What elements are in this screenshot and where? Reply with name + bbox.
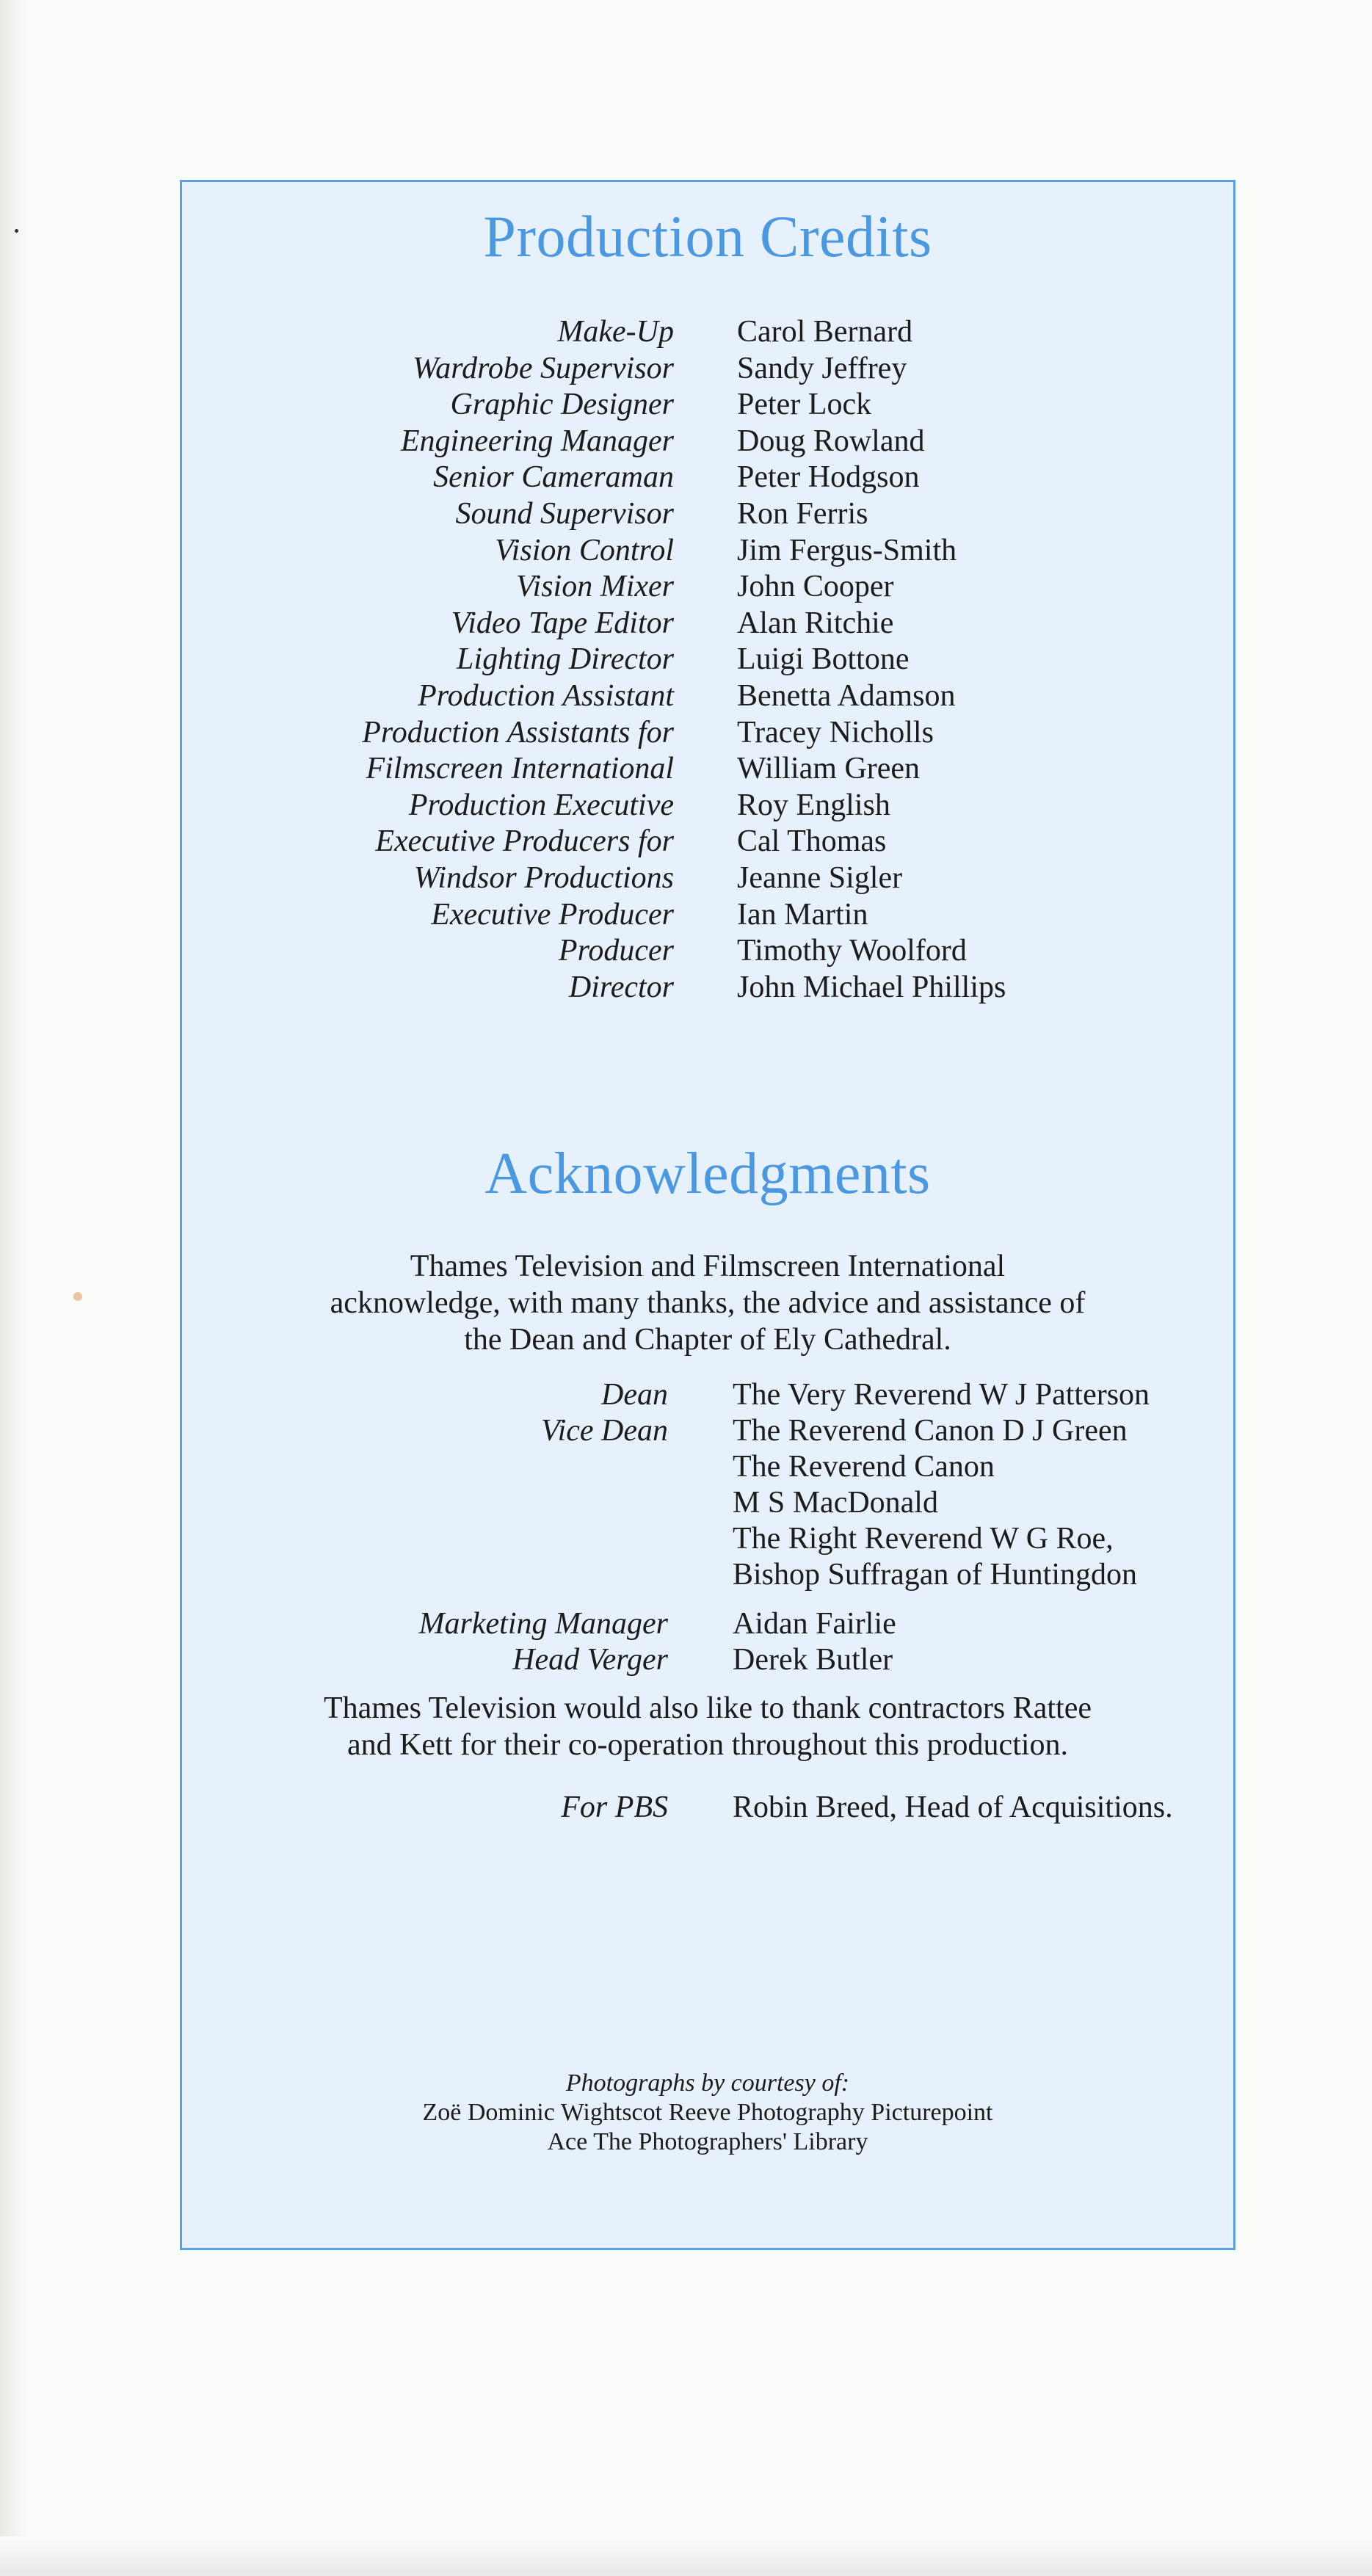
credit-name: Peter Lock xyxy=(737,388,872,422)
staff-row xyxy=(182,1642,1233,1678)
credit-name: Jim Fergus-Smith xyxy=(737,533,957,567)
credit-name: Luigi Bottone xyxy=(737,642,910,677)
credit-row xyxy=(182,970,1233,1006)
credit-name: William Green xyxy=(737,752,921,786)
credit-name: Ian Martin xyxy=(737,897,868,932)
clergy-name: The Right Reverend W G Roe, xyxy=(733,1522,1114,1556)
production-credits-title: Production Credits xyxy=(483,205,932,269)
credit-role: Lighting Director xyxy=(457,642,674,677)
credit-role: Director xyxy=(568,970,674,1004)
clergy-row xyxy=(182,1485,1233,1521)
credit-name: Tracey Nicholls xyxy=(737,715,934,750)
photo-credits-lead: Photographs by courtesy of: xyxy=(565,2069,850,2097)
credit-row xyxy=(182,496,1233,533)
credit-row xyxy=(182,751,1233,788)
page-speck xyxy=(15,229,18,233)
pbs-row xyxy=(182,1790,1233,1826)
pbs-name: Robin Breed, Head of Acquisitions. xyxy=(733,1790,1173,1824)
credit-role: Windsor Productions xyxy=(413,860,674,895)
clergy-list xyxy=(182,1377,1233,1593)
clergy-name: Bishop Suffragan of Huntingdon xyxy=(733,1558,1138,1592)
credit-name: Doug Rowland xyxy=(737,424,925,458)
credit-row xyxy=(182,460,1233,496)
credit-row xyxy=(182,569,1233,606)
credit-name: Timothy Woolford xyxy=(737,934,967,968)
acknowledgments-intro xyxy=(182,1248,1233,1358)
credit-role: Wardrobe Supervisor xyxy=(413,351,674,385)
clergy-role: Dean xyxy=(601,1378,668,1412)
credit-name: John Cooper xyxy=(737,570,894,604)
clergy-row xyxy=(182,1557,1233,1593)
credit-role: Executive Producers for xyxy=(375,824,674,859)
credit-role: Senior Cameraman xyxy=(433,460,674,495)
clergy-name: The Reverend Canon D J Green xyxy=(733,1414,1128,1448)
credit-name: Cal Thomas xyxy=(737,824,887,859)
credit-role: Producer xyxy=(558,934,674,968)
production-credits-list xyxy=(182,314,1233,1006)
credit-name: Jeanne Sigler xyxy=(737,860,903,895)
credit-row xyxy=(182,387,1233,424)
credit-role: Engineering Manager xyxy=(400,424,674,458)
credit-row xyxy=(182,933,1233,970)
intro-line: acknowledge, with many thanks, the advice and assistance of xyxy=(330,1286,1086,1320)
staff-role: Head Verger xyxy=(512,1643,668,1677)
intro-line: the Dean and Chapter of Ely Cathedral. xyxy=(464,1323,951,1357)
credit-name: Benetta Adamson xyxy=(737,678,956,713)
credit-role: Filmscreen International xyxy=(366,752,674,786)
credit-row xyxy=(182,533,1233,570)
credit-row xyxy=(182,314,1233,351)
credit-row xyxy=(182,424,1233,460)
contractors-line: and Kett for their co-operation throughout this production. xyxy=(346,1728,1069,1762)
credit-row xyxy=(182,642,1233,678)
pbs-credit xyxy=(182,1790,1233,1826)
clergy-role: Vice Dean xyxy=(541,1414,668,1448)
credit-role: Production Executive xyxy=(408,788,674,822)
credit-name: Carol Bernard xyxy=(737,315,913,349)
credit-row xyxy=(182,606,1233,642)
staff-row xyxy=(182,1606,1233,1642)
credit-row xyxy=(182,715,1233,752)
pbs-role: For PBS xyxy=(561,1790,668,1824)
clergy-name: The Very Reverend W J Patterson xyxy=(733,1378,1150,1412)
credit-row xyxy=(182,788,1233,824)
credit-name: Peter Hodgson xyxy=(737,460,920,495)
staff-role: Marketing Manager xyxy=(418,1607,668,1641)
credit-role: Vision Mixer xyxy=(515,570,674,604)
contractors-line: Thames Television would also like to thank contractors Rattee xyxy=(323,1691,1092,1725)
page-bottom-edge xyxy=(0,2536,1372,2576)
page-edge-shadow xyxy=(0,0,29,2576)
clergy-row xyxy=(182,1413,1233,1449)
photo-credits-line: Zoë Dominic Wightscot Reeve Photography Picturepoint xyxy=(422,2099,993,2126)
credits-panel xyxy=(180,180,1235,2250)
credit-role: Vision Control xyxy=(495,533,674,567)
credit-role: Video Tape Editor xyxy=(451,606,674,640)
clergy-name: The Reverend Canon xyxy=(733,1450,995,1484)
photo-credits-line: Ace The Photographers' Library xyxy=(547,2128,868,2155)
staff-list xyxy=(182,1606,1233,1678)
credit-role: Production Assistants for xyxy=(362,715,674,750)
credit-name: Roy English xyxy=(737,788,890,822)
credit-role: Make-Up xyxy=(557,315,674,349)
staff-name: Aidan Fairlie xyxy=(733,1607,896,1641)
page-speck xyxy=(73,1292,82,1301)
acknowledgments-title: Acknowledgments xyxy=(484,1142,931,1206)
credit-row xyxy=(182,351,1233,388)
credit-row xyxy=(182,824,1233,860)
credit-role: Production Assistant xyxy=(418,678,674,713)
contractors-thanks xyxy=(182,1690,1233,1763)
credit-row xyxy=(182,860,1233,897)
credit-row xyxy=(182,678,1233,715)
credit-name: Alan Ritchie xyxy=(737,606,894,640)
credit-role: Graphic Designer xyxy=(450,388,674,422)
credit-name: John Michael Phillips xyxy=(737,970,1006,1004)
credit-name: Ron Ferris xyxy=(737,496,868,531)
clergy-row xyxy=(182,1521,1233,1557)
clergy-row xyxy=(182,1377,1233,1413)
photo-credits xyxy=(182,2069,1233,2157)
credit-role: Executive Producer xyxy=(431,897,674,932)
credit-row xyxy=(182,897,1233,934)
credit-role: Sound Supervisor xyxy=(455,496,674,531)
intro-line: Thames Television and Filmscreen International xyxy=(410,1249,1006,1283)
staff-name: Derek Butler xyxy=(733,1643,893,1677)
clergy-name: M S MacDonald xyxy=(733,1486,938,1520)
clergy-row xyxy=(182,1449,1233,1485)
credit-name: Sandy Jeffrey xyxy=(737,351,907,385)
